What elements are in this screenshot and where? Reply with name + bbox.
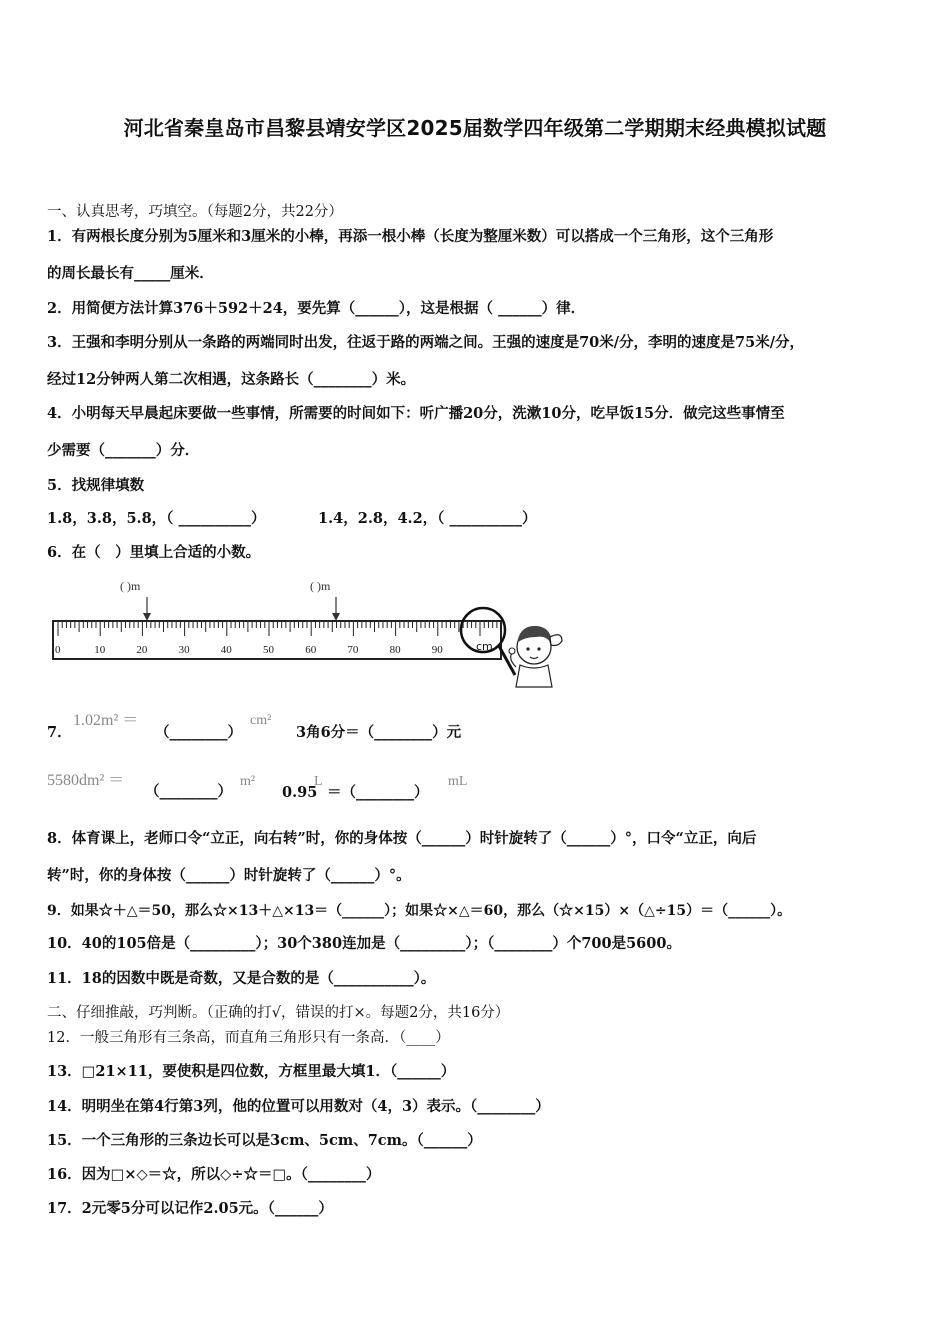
ruler-tick-label: 50 [263,644,274,656]
q7d-unit: L [314,774,323,789]
q8-line1: 8．体育课上，老师口令“立正，向右转”时，你的身体按（______）时针旋转了（______）°，口令“立正，向后 [47,830,757,847]
q7d-number: 0.95 [282,784,318,801]
q10: 10．40的105倍是（_________）；30个380连加是（_________）；（________）个700是5600。 [47,935,681,952]
q7-number: 7． [47,724,72,741]
q7a-blank: （________） [155,724,242,741]
q4-line2: 少需要（_______）分． [47,442,200,459]
q7d-unit2: mL [448,774,468,789]
q7a-expression: 1.02m² ＝ [73,712,139,729]
q7c-expression: 5580dm² ＝ [47,772,125,789]
ruler-tick-label: 20 [136,644,148,656]
ruler-svg [50,575,570,690]
q13: 13．□21×11，要使积是四位数，方框里最大填1．（______） [47,1063,456,1080]
ruler-tick-label: 30 [178,644,190,656]
q7b: 3角6分＝（________）元 [296,724,462,741]
q16: 16．因为□×◇＝☆，所以◇÷☆＝□。（________） [47,1166,381,1183]
q2: 2．用简便方法计算376＋592＋24，要先算（______），这是根据（ ______）律． [47,300,586,317]
ruler-tick-label: 60 [305,644,317,656]
q15: 15．一个三角形的三条边长可以是3cm、5cm、7cm。（______） [47,1132,482,1149]
q3-line2: 经过12分钟两人第二次相遇，这条路长（________）米。 [47,371,416,388]
q3-line1: 3．王强和李明分别从一条路的两端同时出发，往返于路的两端之间。王强的速度是70米/分，李明的速度是75米/分， [47,334,805,351]
q7c-blank: （________） [145,783,232,800]
section1-heading: 一、认真思考，巧填空。（每题2分，共22分） [47,204,343,220]
marker-label-1: ( )m [120,579,141,593]
q1-line2: 的周长最长有_____厘米． [47,265,214,282]
ruler-tick-label: 70 [347,644,359,656]
marker-arrowhead-2 [332,613,340,621]
ruler-tick-label: 10 [94,644,106,656]
q7d-blank: ＝（________） [327,784,429,801]
q6: 6．在（ ）里填上合适的小数。 [47,544,261,561]
q5-sequence-a: 1.8，3.8，5.8，（ __________） [47,510,266,527]
ruler-tick-label: 80 [389,644,401,656]
ruler-tick-label: 90 [431,644,443,656]
q7a-unit: cm² [250,713,272,728]
q5-sequence-b: 1.4，2.8，4.2，（ __________） [318,510,537,527]
q4-line1: 4．小明每天早晨起床要做一些事情，所需要的时间如下：听广播20分，洗漱10分，吃早饭15分．做完这些事情至 [47,405,785,422]
section2-heading: 二、仔细推敲，巧判断。（正确的打√，错误的打×。每题2分，共16分） [47,1005,510,1021]
marker-label-2: ( )m [310,579,331,593]
ruler-tick-label: 0 [55,644,61,656]
q11: 11．18的因数中既是奇数，又是合数的是（___________）。 [47,970,436,987]
q5-title: 5．找规律填数 [47,477,145,494]
q8-line2: 转”时，你的身体按（______）时针旋转了（______）°。 [47,867,411,884]
marker-arrowhead-1 [143,613,151,621]
q7c-unit: m² [240,774,256,789]
girl-illustration [509,626,562,687]
q12: 12．一般三角形有三条高，而直角三角形只有一条高．（____） [47,1030,450,1046]
page-title: 河北省秦皇岛市昌黎县靖安学区2025届数学四年级第二学期期末经典模拟试题 [123,116,827,140]
q14: 14．明明坐在第4行第3列，他的位置可以用数对（4，3）表示。（________） [47,1098,550,1115]
q9: 9．如果☆＋△＝50，那么☆×13＋△×13＝（______）；如果☆×△＝60，那么（☆×15）×（△÷15）＝（______）。 [47,903,792,919]
ruler-tick-label: 40 [220,644,232,656]
q17: 17．2元零5分可以记作2.05元。（______） [47,1200,333,1217]
cm-unit-label: cm [476,640,493,653]
q1-line1: 1．有两根长度分别为5厘米和3厘米的小棒，再添一根小棒（长度为整厘米数）可以搭成一个三角形，这个三角形 [47,228,774,245]
ruler-figure [50,575,570,690]
